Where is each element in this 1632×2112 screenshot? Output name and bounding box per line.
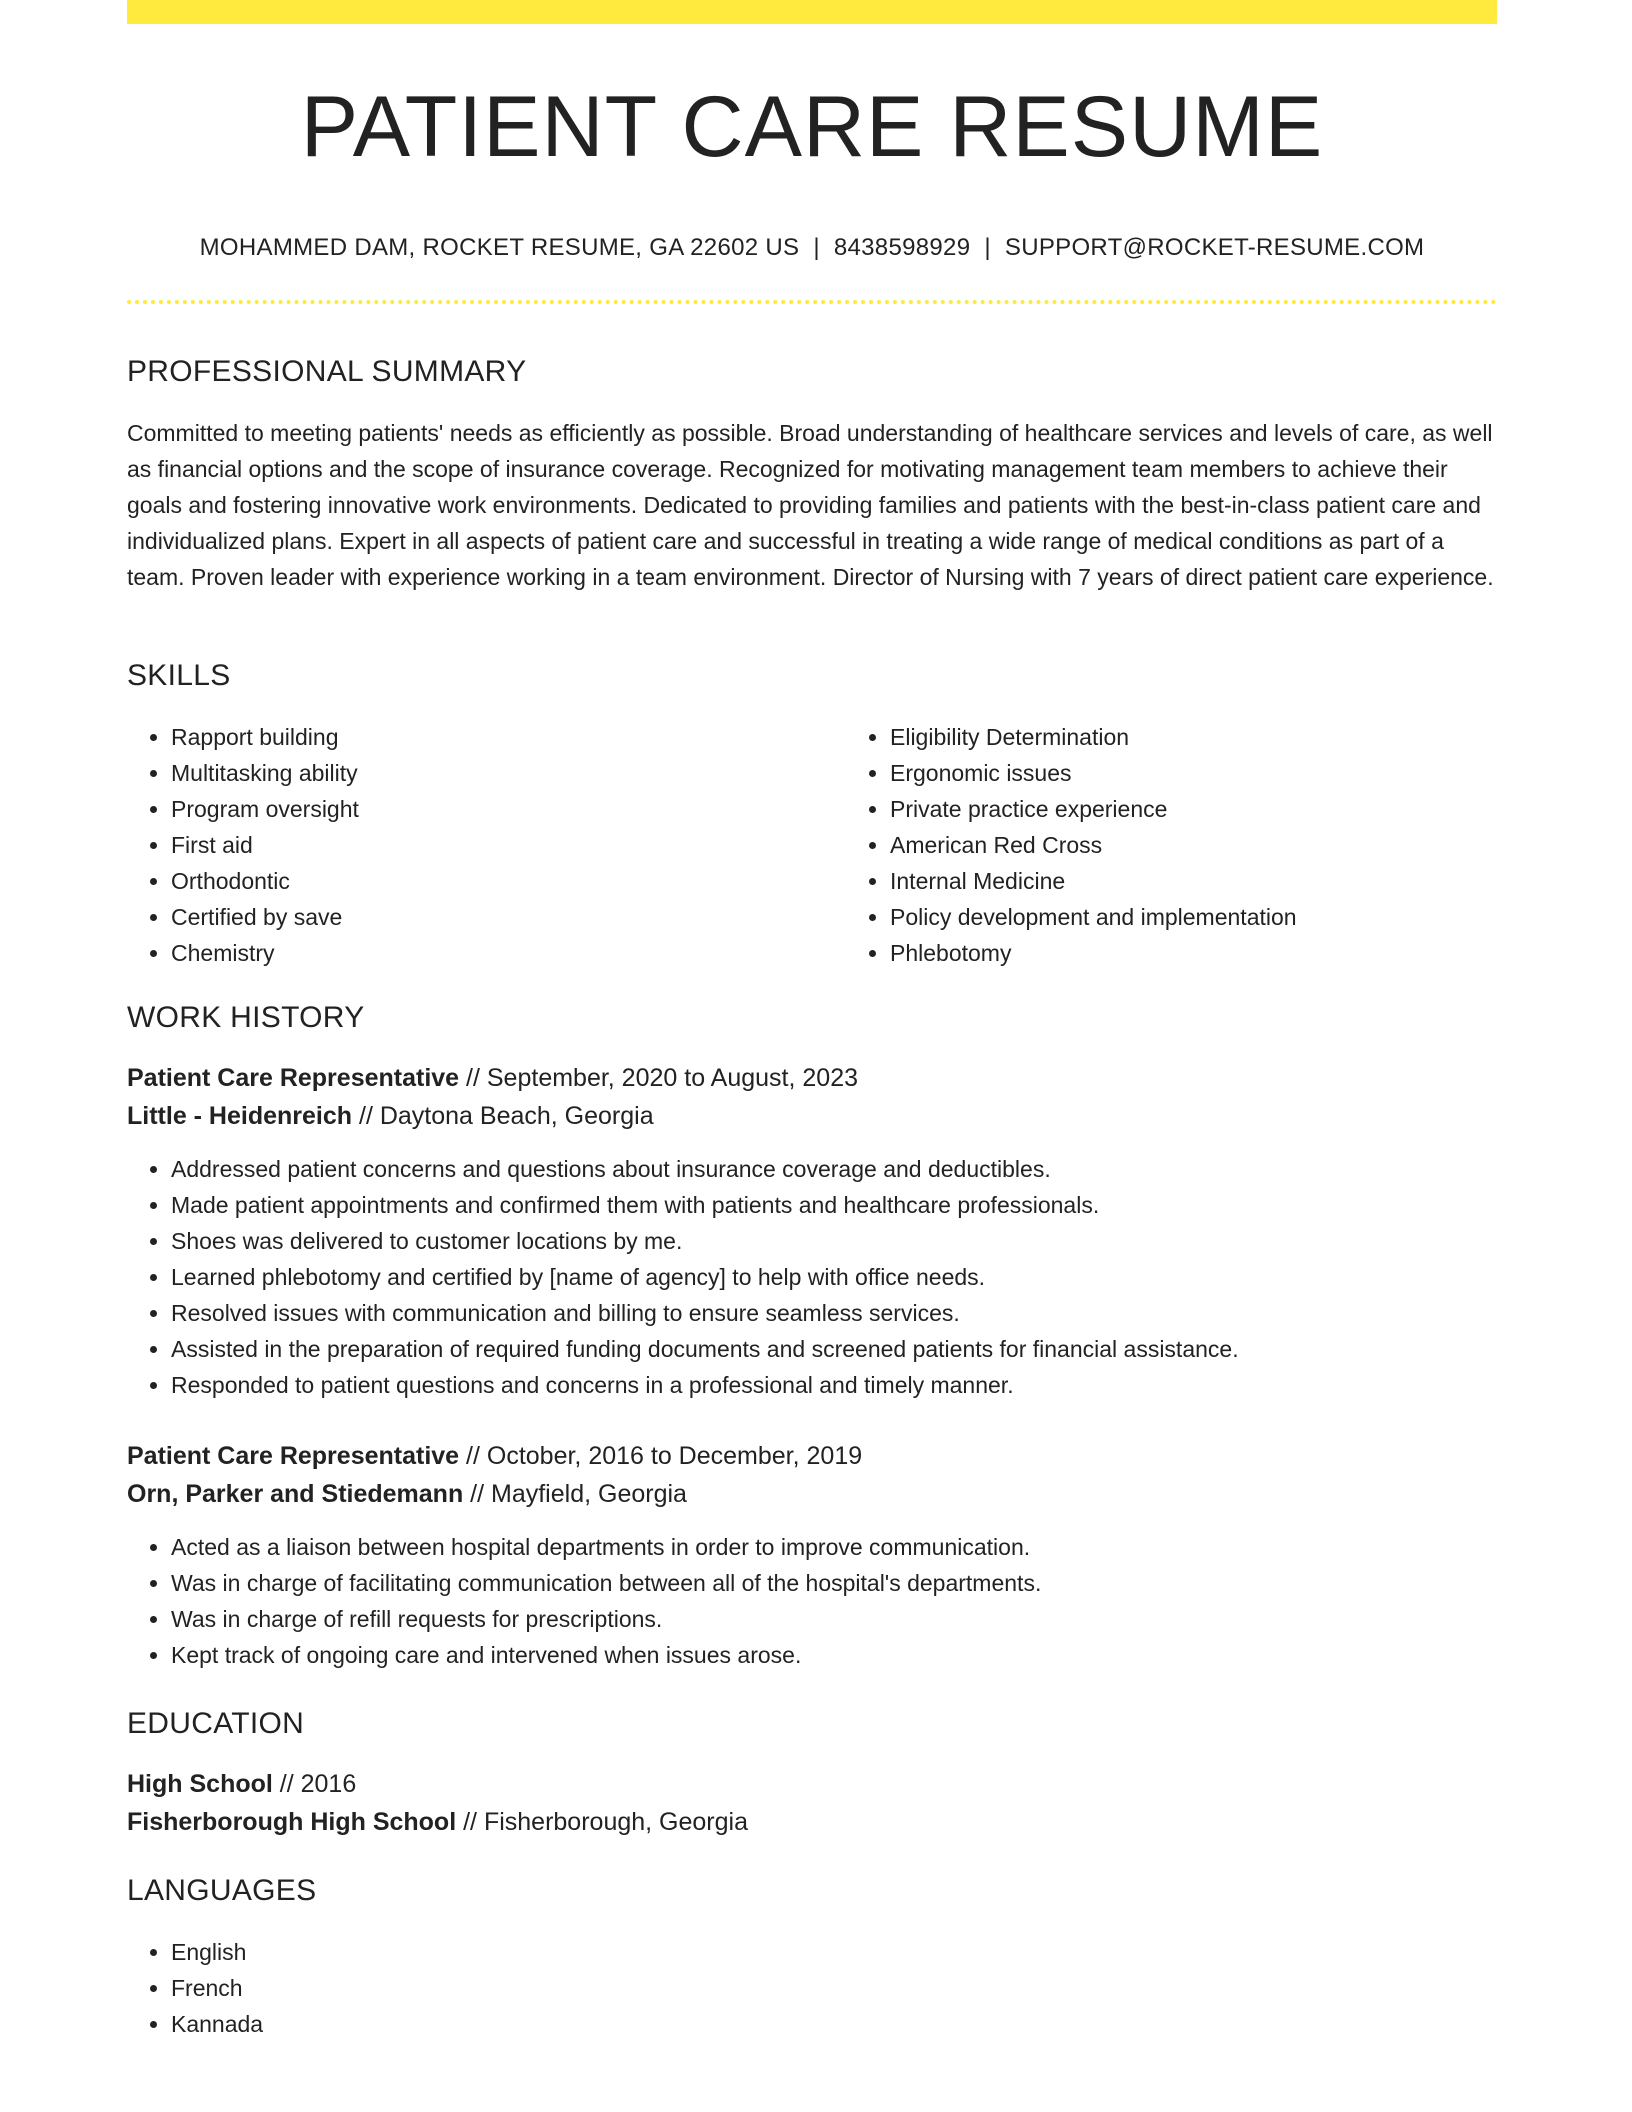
languages-heading: LANGUAGES: [127, 1874, 317, 1907]
job-duty-item: • Assisted in the preparation of required funding documents and screened patients for financial assistance.: [171, 1331, 1497, 1367]
education-school: Fisherborough High School: [127, 1808, 457, 1836]
skill-item: • Rapport building: [171, 719, 846, 755]
job-duties-list: [127, 1151, 1497, 1403]
resume-page: [127, 0, 1497, 2037]
contact-email: SUPPORT@ROCKET-RESUME.COM: [1004, 234, 1425, 261]
resume-title: PATIENT CARE RESUME: [300, 79, 1324, 175]
contact-separator: |: [984, 234, 991, 261]
job-entry-header: [127, 1059, 1497, 1135]
skills-columns: [127, 719, 1497, 971]
skill-item: • First aid: [171, 827, 846, 863]
language-item: • English: [171, 1934, 1497, 1970]
skills-section: [127, 661, 1497, 971]
contact-line: [127, 236, 1497, 260]
summary-heading: PROFESSIONAL SUMMARY: [127, 355, 527, 388]
job-dates: // September, 2020 to August, 2023: [466, 1064, 859, 1092]
summary-text: Committed to meeting patients' needs as efficiently as possible. Broad understanding of healthcare services and levels of care, as well as financial options and the scope of insurance coverage. Recognized for motivating management team members to achieve their goals and fostering innovative work environments. Dedicated to providing families and patients with the best-in-class patient care and individualized plans. Expert in all aspects of patient care and successful in treating a wide range of medical conditions as part of a team. Proven leader with experience working in a team environment. Director of Nursing with 7 years of direct patient care experience.: [127, 420, 1494, 590]
skills-list-right: [846, 719, 1565, 971]
skill-item: • Certified by save: [171, 899, 846, 935]
skill-item: • Ergonomic issues: [890, 755, 1565, 791]
education-entry: [127, 1765, 1497, 1841]
language-item: • Kannada: [171, 2006, 1497, 2042]
languages-section: [127, 1876, 1497, 2042]
dotted-divider: [127, 300, 1497, 304]
job-duty-item: • Responded to patient questions and concerns in a professional and timely manner.: [171, 1367, 1497, 1403]
contact-phone: 8438598929: [833, 234, 971, 261]
skill-item: • American Red Cross: [890, 827, 1565, 863]
summary-section: [127, 357, 1497, 595]
skill-item: • Phlebotomy: [890, 935, 1565, 971]
job-title-line: [127, 1437, 1497, 1475]
job-entry-header: [127, 1437, 1497, 1513]
job-company-line: [127, 1475, 1497, 1513]
job-duties-list: [127, 1529, 1497, 1673]
skill-item: • Private practice experience: [890, 791, 1565, 827]
job-duty-item: • Kept track of ongoing care and intervened when issues arose.: [171, 1637, 1497, 1673]
skill-item: • Policy development and implementation: [890, 899, 1565, 935]
work-history-section: [127, 1003, 1497, 1673]
work-history-heading: WORK HISTORY: [127, 1001, 365, 1034]
skill-item: • Multitasking ability: [171, 755, 846, 791]
job-title: Patient Care Representative: [127, 1442, 460, 1470]
skill-item: • Internal Medicine: [890, 863, 1565, 899]
job-duty-item: • Was in charge of refill requests for prescriptions.: [171, 1601, 1497, 1637]
job-duty-item: • Made patient appointments and confirmed them with patients and healthcare professionals.: [171, 1187, 1497, 1223]
job-company: Orn, Parker and Stiedemann: [127, 1480, 464, 1508]
education-degree-line: [127, 1765, 1497, 1803]
education-year: // 2016: [279, 1770, 357, 1798]
job-dates: // October, 2016 to December, 2019: [466, 1442, 863, 1470]
job-title-line: [127, 1059, 1497, 1097]
skill-item: • Program oversight: [171, 791, 846, 827]
job-company: Little - Heidenreich: [127, 1102, 353, 1130]
job-duty-item: • Acted as a liaison between hospital departments in order to improve communication.: [171, 1529, 1497, 1565]
job-duty-item: • Addressed patient concerns and questions about insurance coverage and deductibles.: [171, 1151, 1497, 1187]
skill-item: • Chemistry: [171, 935, 846, 971]
job-location: // Mayfield, Georgia: [470, 1480, 687, 1508]
job-duty-item: • Shoes was delivered to customer locations by me.: [171, 1223, 1497, 1259]
language-item: • French: [171, 1970, 1497, 2006]
accent-top-bar: [127, 0, 1497, 24]
education-school-line: [127, 1803, 1497, 1841]
contact-address: MOHAMMED DAM, ROCKET RESUME, GA 22602 US: [199, 234, 800, 261]
education-degree: High School: [127, 1770, 273, 1798]
education-section: [127, 1709, 1497, 1841]
job-duty-item: • Resolved issues with communication and billing to ensure seamless services.: [171, 1295, 1497, 1331]
job-duty-item: • Learned phlebotomy and certified by [name of agency] to help with office needs.: [171, 1259, 1497, 1295]
job-title: Patient Care Representative: [127, 1064, 460, 1092]
education-heading: EDUCATION: [127, 1707, 305, 1740]
job-location: // Daytona Beach, Georgia: [359, 1102, 654, 1130]
skill-item: • Eligibility Determination: [890, 719, 1565, 755]
skills-list-left: [127, 719, 846, 971]
skill-item: • Orthodontic: [171, 863, 846, 899]
skills-heading: SKILLS: [127, 659, 231, 692]
languages-list: [127, 1934, 1497, 2042]
job-duty-item: • Was in charge of facilitating communication between all of the hospital's departments.: [171, 1565, 1497, 1601]
contact-separator: |: [813, 234, 820, 261]
education-location: // Fisherborough, Georgia: [463, 1808, 748, 1836]
job-company-line: [127, 1097, 1497, 1135]
